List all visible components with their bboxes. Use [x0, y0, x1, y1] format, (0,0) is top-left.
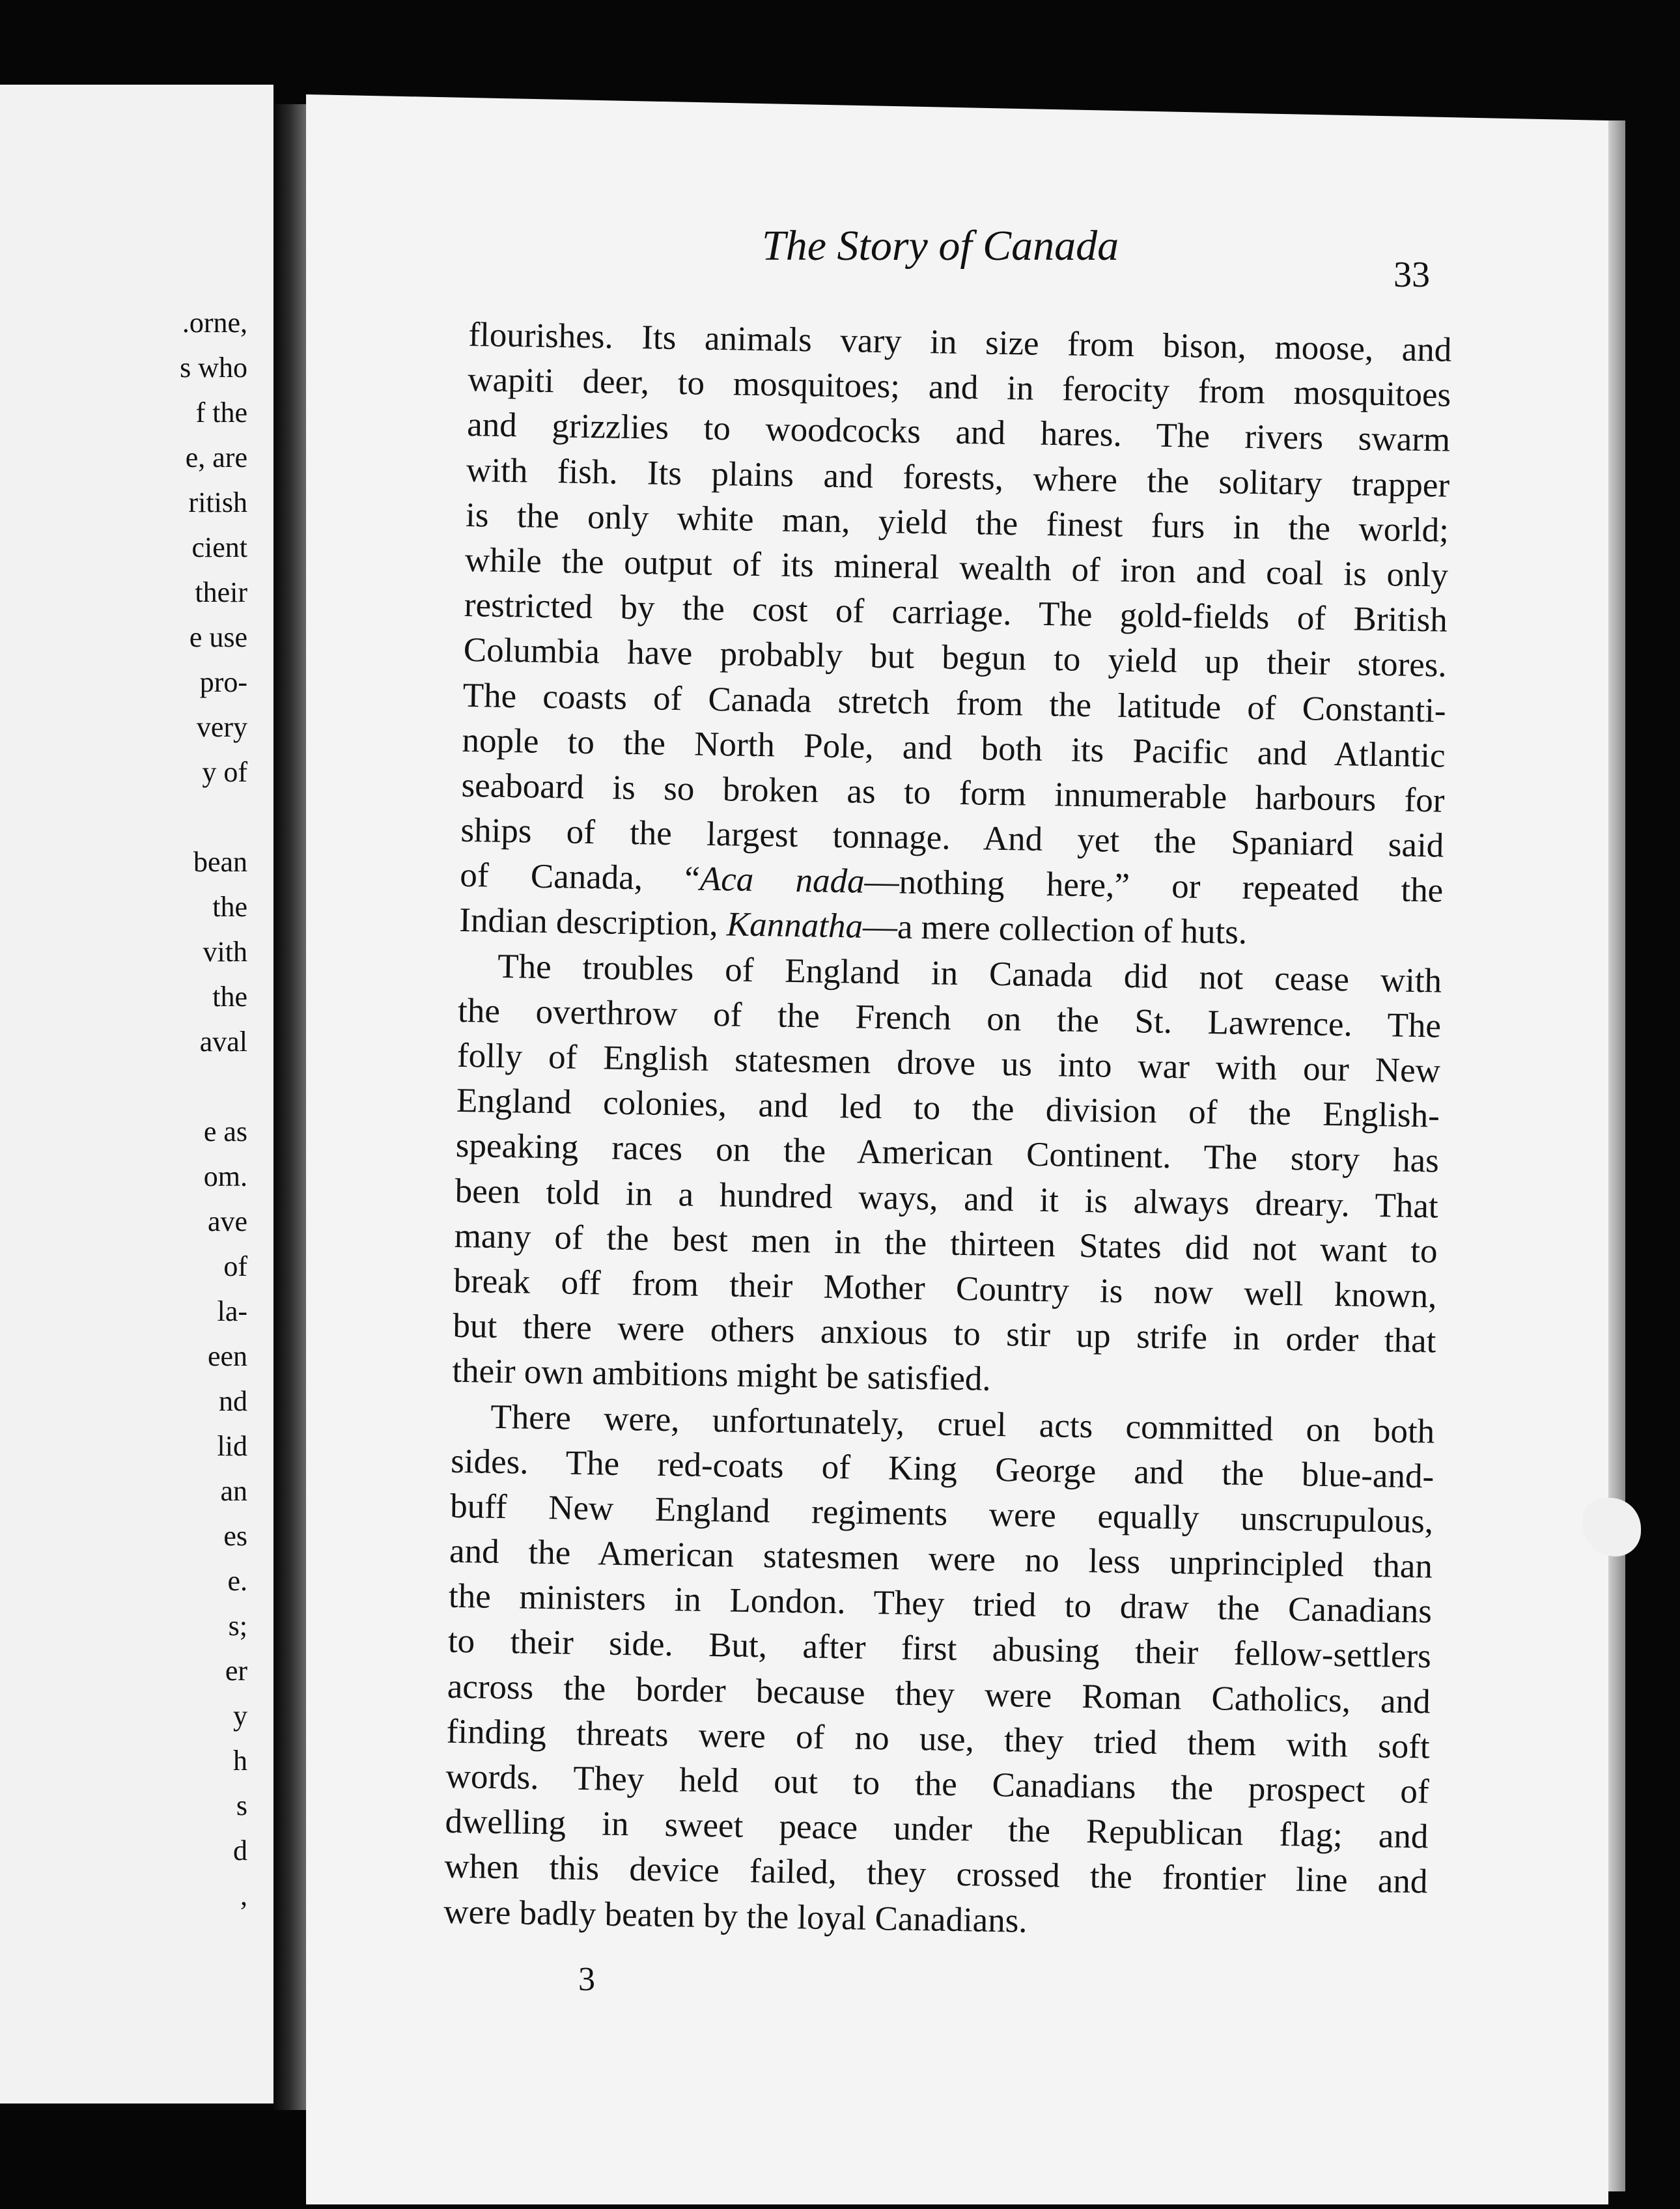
text-segment: break off from their Mother Country is now well known,: [453, 1261, 1437, 1316]
left-page-line: ,: [240, 1879, 247, 1911]
left-page-line: cient: [191, 531, 247, 563]
left-page-line: d: [233, 1835, 247, 1866]
left-page-line: een: [207, 1340, 247, 1372]
page-edge: [1608, 120, 1625, 2191]
text-segment: words. They held out to the Canadians the prospect of: [445, 1757, 1429, 1811]
text-segment: Indian description,: [458, 901, 727, 944]
text-segment: There were, unfortunately, cruel acts committed on both: [490, 1398, 1435, 1451]
text-segment: sides. The red-coats of King George and the blue-and-: [450, 1442, 1435, 1496]
left-page-line: their: [195, 576, 247, 608]
text-segment: England colonies, and led to the division of the English-: [456, 1082, 1440, 1135]
left-page-line: the: [212, 891, 247, 923]
left-page-line: very: [196, 711, 247, 743]
left-page-line: ritish: [188, 486, 247, 518]
text-segment: Columbia have probably but begun to yield up their stores.: [463, 631, 1448, 684]
text-segment: seaboard is so broken as to form innumerable harbours for: [461, 766, 1445, 820]
text-segment: many of the best men in the thirteen States did not want to: [454, 1217, 1438, 1271]
text-segment: when this device failed, they crossed the frontier line and: [444, 1848, 1428, 1901]
left-page-line: h: [233, 1745, 247, 1777]
left-page-line: .orne,: [182, 307, 247, 339]
text-segment: while the output of its mineral wealth of iron and coal is only: [464, 541, 1449, 595]
left-page-line: nd: [219, 1385, 247, 1417]
left-page-line: e.: [227, 1565, 247, 1597]
text-segment: and the American statesmen were no less unprincipled than: [449, 1532, 1433, 1586]
text-segment: ships of the largest tonnage. And yet the Spaniard said: [460, 811, 1444, 865]
text-segment: but there were others anxious to stir up strife in order that: [453, 1306, 1436, 1360]
text-segment: across the border because they were Roman Catholics, and: [447, 1667, 1431, 1721]
text-segment: nople to the North Pole, and both its Pacific and Atlantic: [462, 721, 1446, 775]
left-page-line: s: [236, 1790, 247, 1822]
left-page-line: bean: [193, 846, 247, 878]
text-segment: wapiti deer, to mosquitoes; and in ferocity from mosquitoes: [467, 361, 1451, 414]
text-segment: of Canada, “: [459, 856, 701, 898]
left-page-line: an: [220, 1475, 247, 1507]
text-segment: folly of English statesmen drove us into war with our New: [456, 1036, 1441, 1090]
text-segment: restricted by the cost of carriage. The gold-fields of British: [464, 586, 1448, 640]
text-segment: were badly beaten by the loyal Canadians.: [443, 1892, 1028, 1940]
body-text: [443, 313, 1452, 1950]
paragraph: [443, 1394, 1435, 1950]
text-segment: been told in a hundred ways, and it is always dreary. That: [455, 1172, 1439, 1226]
left-page-line: pro-: [199, 666, 247, 698]
text-segment: The coasts of Canada stretch from the latitude of Constanti-: [462, 676, 1447, 730]
text-segment: —nothing here,” or repeated the: [864, 862, 1444, 910]
left-page-line: e use: [189, 621, 247, 653]
text-segment: finding threats were of no use, they tried them with soft: [446, 1712, 1431, 1766]
left-page-line: om.: [203, 1161, 247, 1192]
text-segment: with fish. Its plains and forests, where the solitary trapper: [466, 451, 1450, 505]
text-segment: dwelling in sweet peace under the Republican flag; and: [445, 1802, 1429, 1856]
paragraph: [452, 944, 1442, 1410]
text-segment: speaking races on the American Continent. The story has: [455, 1127, 1440, 1180]
left-page-line: the: [212, 981, 247, 1013]
page-number: 33: [1393, 255, 1430, 295]
running-head: The Story of Canada: [762, 222, 1119, 270]
text-segment: buff New England regiments were equally unscrupulous,: [449, 1487, 1434, 1541]
left-page-line: er: [225, 1655, 247, 1687]
text-segment: the overthrow of the French on the St. Lawrence. The: [457, 991, 1442, 1045]
left-page-line: lid: [217, 1430, 247, 1462]
left-page-line: ave: [207, 1205, 247, 1237]
text-segment: the ministers in London. They tried to draw the Canadians: [448, 1577, 1433, 1631]
left-page-line: aval: [199, 1026, 247, 1058]
text-segment: is the only white man, yield the finest furs in the world;: [465, 496, 1449, 550]
left-page-line: vith: [203, 936, 247, 968]
text-segment: —a mere collection of huts.: [862, 908, 1248, 952]
italic-text: Aca nada: [699, 860, 865, 901]
left-page-line: f the: [195, 397, 247, 429]
left-page-line: s;: [228, 1610, 247, 1642]
text-segment: to their side. But, after first abusing their fellow-settlers: [447, 1622, 1432, 1676]
italic-text: Kannatha: [726, 905, 863, 946]
left-page-line: s who: [180, 352, 247, 384]
left-page-line: e as: [203, 1116, 247, 1147]
text-segment: and grizzlies to woodcocks and hares. The rivers swarm: [466, 406, 1451, 460]
text-segment: The troubles of England in Canada did not cease with: [497, 947, 1442, 1000]
left-page-line: la-: [217, 1295, 247, 1327]
signature-mark: 3: [578, 1961, 595, 1998]
paragraph: [459, 313, 1452, 959]
left-page-line: y: [233, 1700, 247, 1732]
left-page-line: es: [223, 1520, 247, 1552]
left-page-line: of: [223, 1250, 247, 1282]
text-segment: flourishes. Its animals vary in size from bison, moose, and: [468, 315, 1452, 369]
left-page-line: e, are: [185, 442, 247, 473]
text-segment: their own ambitions might be satisfied.: [452, 1352, 992, 1399]
left-page-line: y of: [202, 756, 247, 788]
